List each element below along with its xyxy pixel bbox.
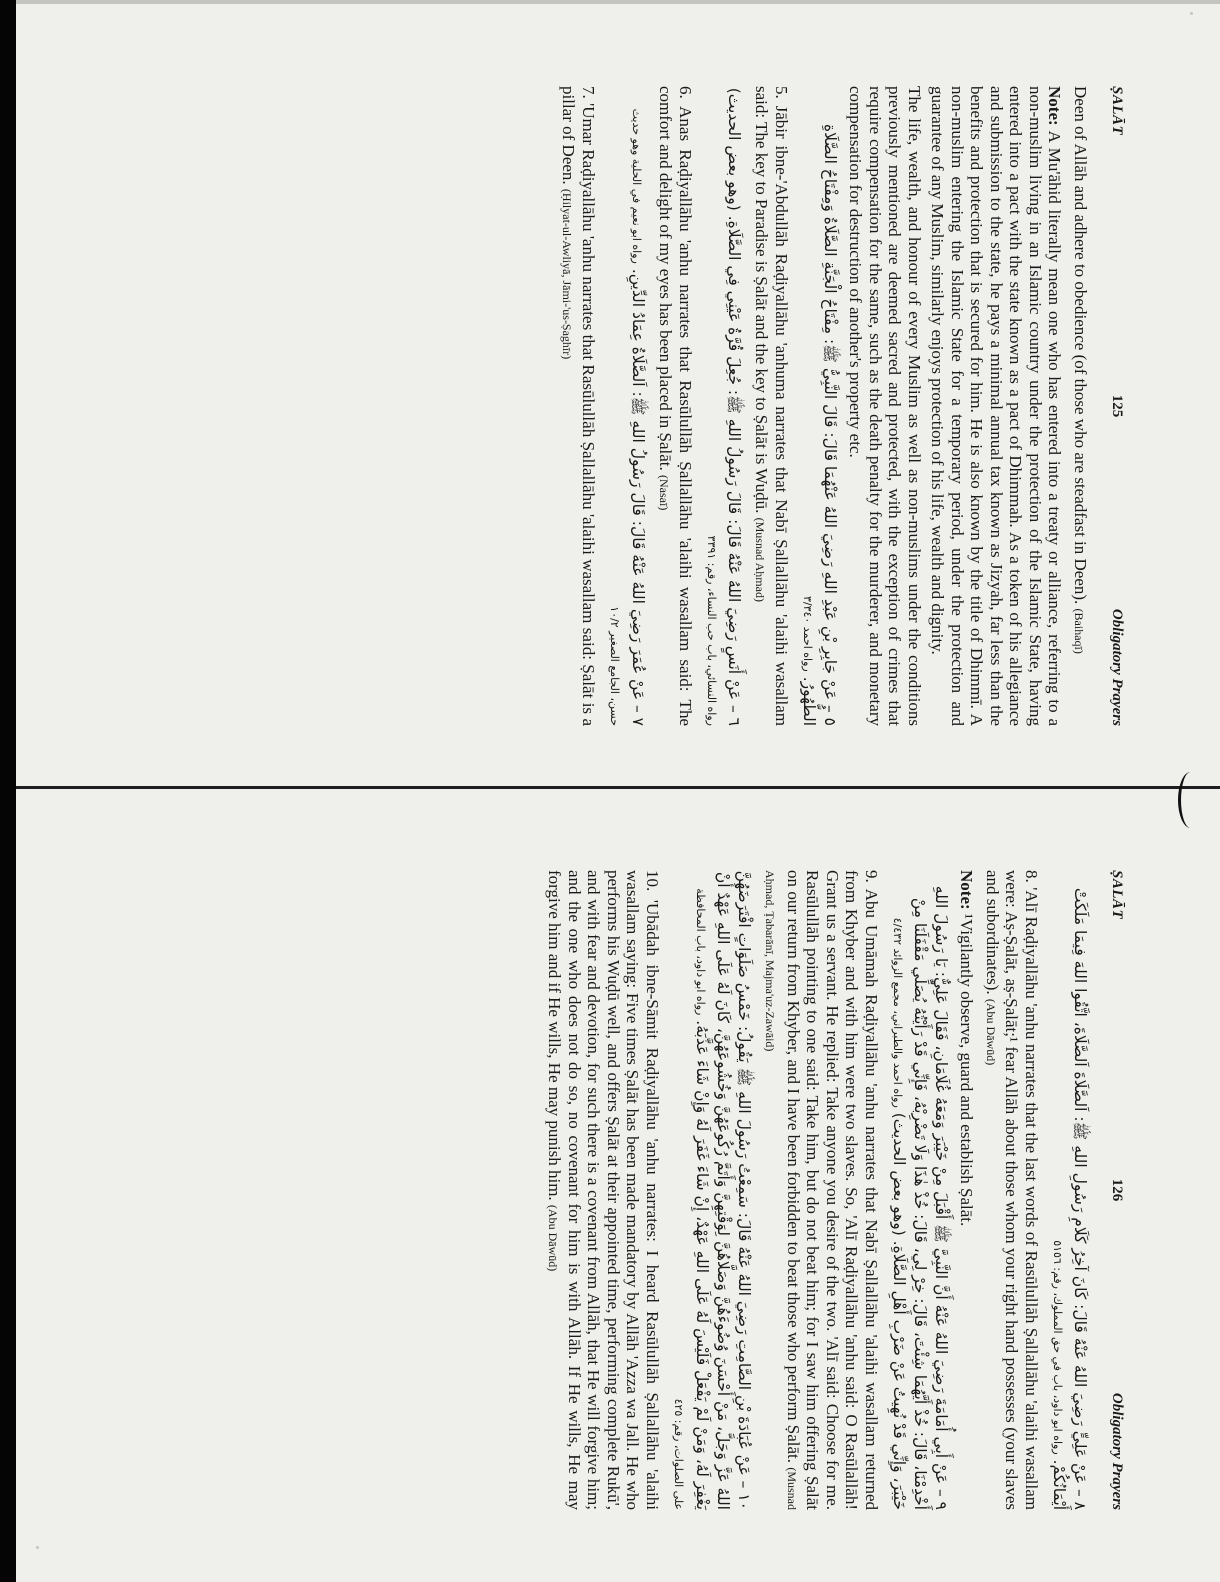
hadith-10-arabic-text: ١٠ – عَنْ عُبَادَةَ بْنِ الصَّامِتِ رَضِيَ اللهُ عَنْهُ قَالَ: سَمِعْتُ رَسُولَ اللهِ ﷺ يَقُولُ: خَمْسُ صَلَوَاتٍ افْتَرَضَهُنَّ اللهُ عَزَّ وَجَلَّ، مَنْ أَحْسَنَ وُضُوءَهُنَّ وَصَلَّاهُنَّ لِوَقْتِهِنَّ وَأَتَمَّ رُكُوعَهُنَّ وَخُشُوعَهُنَّ، كَانَ لَهُ عَلَى اللهِ عَهْدٌ أَنْ يَغْفِرَ لَهُ، وَمَنْ لَمْ يَفْعَلْ فَلَيْسَ لَهُ عَلَى اللهِ عَهْدٌ، إِنْ شَاءَ غَفَرَ لَهُ وَإِنْ شَاءَ عَذَّبَهُ. (693, 870, 753, 1510)
hadith-6-text: 6. Anas Raḍiyallāhu 'anhu narrates that Rasūlullāh Ṣallallāhu 'alaihi wasallam said: The comfort and delight of my eyes has been placed in Ṣalāt. (656, 86, 695, 726)
hadith-7 (557, 86, 598, 726)
note-label: Note: (957, 870, 977, 910)
page-number: 125 (1109, 394, 1125, 418)
note-continuation: The life, wealth, and honour of every Muslim as well as non-muslims under the conditions previously mentioned are deemed sacred and protected, with the exception of crimes that require compensation for the same, such as the death penalty for the murderer, and monetary compensation for destruction of another's property etc. (846, 86, 924, 726)
intro-reference: (Baihaqī) (1072, 608, 1086, 654)
hadith-8 (981, 870, 1042, 1510)
hadith-6-reference: (Nasaī) (657, 475, 672, 511)
hadith-6 (654, 86, 695, 726)
hadith-10-arabic (668, 870, 754, 1510)
hadith-6-arabic-reference: رواه النسائي، باب حب النساء، رقم: ٣٣٩١ (705, 535, 718, 726)
running-head-title: ṢALĀT (1109, 86, 1125, 136)
hadith-8-reference: (Abu Dāwūd) (984, 998, 998, 1066)
hadith-6-arabic-text: ٦ – عَنْ أَنَسٍ رَضِيَ اللهُ عَنْهُ قَالَ: قَالَ رَسُولُ اللهِ ﷺ: جُعِلَ قُرَّةُ عَيْنِي فِي الصَّلَاةِ. (وهو بعض الحديث) (725, 87, 743, 726)
hadith-10-arabic-reference: رواه ابو داود، باب المحافظة على الصلوات، رقم: ٤٢٥ (672, 888, 707, 1510)
hadith-9-arabic-reference: رواه احمد والطبراني، مجمع الزوائد ٤/٤٣٢ (891, 917, 904, 1108)
hadith-9-arabic (887, 870, 951, 1510)
hadith-5-arabic-reference: رواه احمد ٣/٣٤٠ (801, 595, 814, 672)
hadith-10-reference: (Abu Dāwūd) (546, 1204, 561, 1272)
hadith-7-reference: (Ḥilyat-ul-Awliyā, Jāmi-'us-Ṣaghīr) (560, 188, 575, 360)
hadith-9-reference: (Musnad Aḥmad, Ṭabarānī, Majma'uz-Zawāid) (763, 870, 799, 1511)
hadith-8-arabic (1047, 870, 1090, 1510)
hadith-8-text: 8. 'Alī Raḍiyallāhu 'anhu narrates that the last words of Rasūlullāh Ṣallallāhu 'alaihi wasallam were: Aṣ-Ṣalāt, aṣ-Ṣalāt;¹ fear Allāh about those whom your right hand possesses (your slaves and subordinates). (983, 870, 1041, 1510)
intro-paragraph (1069, 86, 1091, 726)
page-125 (42, 66, 1132, 746)
hadith-5-arabic-text: ٥ – عَنْ جَابِرِ بْنِ عَبْدِ اللهِ رَضِيَ اللهُ عَنْهُمَا قَالَ: قَالَ النَّبِيُّ ﷺ: مِفْتَاحُ الْجَنَّةِ الصَّلَاةُ وَمِفْتَاحُ الصَّلَاةِ الطُّهُورُ. (800, 124, 839, 726)
running-head (1096, 870, 1126, 1510)
hadith-8-arabic-reference: رواه ابو داود، باب في حق المملوك، رقم: ٥١٥٦ (1051, 1240, 1064, 1455)
hadith-10 (543, 870, 662, 1510)
page-fold-line (16, 786, 1220, 789)
note-paragraph (928, 86, 1065, 726)
note-label: Note: (1045, 86, 1065, 126)
binding-shadow (0, 0, 16, 1582)
hadith-6-arabic (701, 86, 744, 726)
hadith-5-arabic (797, 86, 840, 726)
hadith-9-text: 9. Abu Umāmah Raḍiyallāhu 'anhu narrates that Nabī Ṣallallāhu 'alaihi wasallam returned from Khyber and with him were two slaves. So, 'Alī Raḍiyallāhu 'anhu said: O Rasūlallāh! Grant us a servant. He replied: Take anyone you desire of the two. 'Alī said: Choose for me. Rasūlullāh pointing to one said: Take him, but do not beat him; for I saw him offering Ṣalāt on our return from Khyber, and I have been forbidden to beat those who perform Ṣalāt. (784, 870, 881, 1510)
running-head-title: ṢALĀT (1109, 870, 1125, 920)
hadith-5 (750, 86, 791, 726)
hadith-7-arabic (604, 86, 648, 726)
hadith-9-arabic-text: ٩ – عَنْ أَبِي أُمَامَةَ رَضِيَ اللهُ عَنْهُ أَنَّ النَّبِيَّ ﷺ أَقْبَلَ مِنْ خَيْبَرَ وَمَعَهُ غُلَامَانِ، فَقَالَ عَلِيٌّ: يَا رَسُولَ اللهِ أَخْدِمْنَا، قَالَ: خُذْ أَيَّهُمَا شِئْتَ، قَالَ: خِرْ لِي، قَالَ: خُذْ هٰذَا وَلَا تَضْرِبْهُ، فَإِنِّي قَدْ رَأَيْتُهُ يُصَلِّي مَقْفَلَنَا مِنْ خَيْبَرَ، وَإِنِّي قَدْ نُهِيتُ عَنْ ضَرْبِ أَهْلِ الصَّلَاةِ. (وهو بعض الحديث) (890, 885, 950, 1510)
hadith-10-text: 10. 'Ubādah ibne-Sāmit Raḍiyallāhu 'anhu narrates: I heard Rasūlullāh Ṣallallāhu 'alaihi wasallam saying: Five times Ṣalāt has been made mandatory by Allāh 'Azza wa Jall. He who performs his Wuḍū well, and offers Ṣalāt at their appointed time, performing complete Rukū', and with fear and devotion, for such there is a covenant from Allāh, that He will forgive him; and the one who does not do so, no covenant for him is with Allāh. If He wills, He may forgive him and if He wills, He may punish him. (545, 870, 662, 1510)
page-fold-curl (1178, 772, 1203, 828)
scan-speck (1190, 12, 1193, 15)
page-number: 126 (1109, 1178, 1125, 1202)
note-text: ¹Vigilantly observe, guard and establish Ṣalāt. (957, 913, 977, 1227)
running-head-section: Obligatory Prayers (1109, 1392, 1125, 1510)
page-126 (42, 850, 1132, 1530)
hadith-8-arabic-text: ٨ – عَنْ عَلِيٍّ رَضِيَ اللهُ عَنْهُ قَالَ: كَانَ آخِرُ كَلَامِ رَسُولِ اللهِ ﷺ: اَلصَّلَاةَ اَلصَّلَاةَ، اتَّقُوا اللهَ فِيمَا مَلَكَتْ أَيْمَانُكُمْ. (1050, 887, 1089, 1510)
footnote (957, 870, 977, 1510)
hadith-5-text: 5. Jābir ibne-'Abdullāh Raḍiyallāhu 'anhuma narrates that Nabī Ṣallallāhu 'alaihi wasallam said: The key to Paradise is Ṣalāt and the key to Ṣalāt is Wuḍū. (752, 86, 791, 726)
hadith-7-arabic-reference: رواه ابو نعيم في الحلية وهو حديث حسن، الجامع الصغير ١٠/٢ (608, 108, 643, 726)
hadith-9 (760, 870, 881, 1510)
note-text: A Mu'āhid literally mean one who has entered into a treaty or alliance, referring to a non-muslim living in an Islamic country under the protection of the Islamic State, having entered into a pact with the state known as a pact of Dhimmah. As a token of his allegiance and submission to the state, he pays a minimal annual tax known as Jizyah, far less than the benefits and protection that is secured for him. He is also known by the title of Dhimmī. A non-muslim entering the Islamic State for a temporary period, under the protection and guarantee of any Muslim, similarly enjoys protection of his life, wealth and dignity. (928, 86, 1065, 727)
hadith-5-reference: (Musnad Aḥmad) (753, 517, 768, 602)
hadith-7-text: 7. 'Umar Raḍiyallāhu 'anhu narrates that Rasūlullāh Ṣallallāhu 'alaihi wasallam said: Ṣalāt is a pillar of Deen. (559, 86, 598, 726)
running-head (1096, 86, 1126, 726)
scan-speck (36, 1546, 39, 1549)
running-head-section: Obligatory Prayers (1109, 608, 1125, 726)
intro-text: Deen of Allāh and adhere to obedience (of those who are steadfast in Deen). (1071, 86, 1090, 605)
hadith-7-arabic-text: ٧ – عَنْ عُمَرَ رَضِيَ اللهُ عَنْهُ قَالَ: قَالَ رَسُولُ اللهِ ﷺ: اَلصَّلَاةُ عِمَادُ الدِّينِ. (629, 268, 647, 726)
page-edge (16, 0, 1220, 4)
